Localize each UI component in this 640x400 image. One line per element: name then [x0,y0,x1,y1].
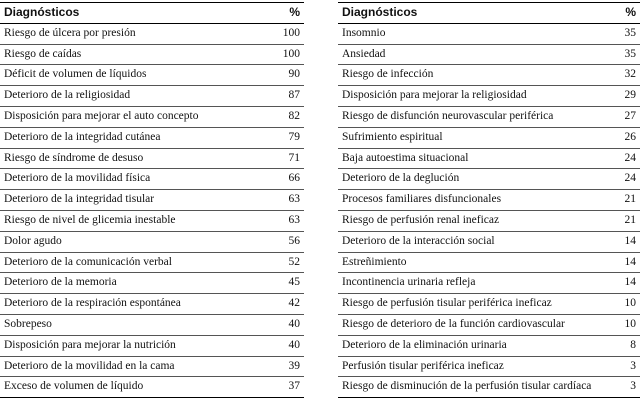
percent-cell: 45 [264,273,304,294]
table-row [338,210,640,231]
table-row [338,190,640,211]
diagnostic-cell: Riesgo de disminución de la perfusión tisular cardíaca [338,377,604,398]
percent-cell: 40 [264,335,304,356]
diagnostic-cell: Baja autoestima situacional [338,148,604,169]
percent-cell: 27 [604,106,640,127]
diagnostic-cell: Déficit de volumen de líquidos [0,65,264,86]
percent-cell: 100 [264,44,304,65]
percent-cell: 66 [264,169,304,190]
table-row [0,65,304,86]
table-row [338,273,640,294]
header-percent: % [264,3,304,24]
diagnostic-cell: Deterioro de la integridad cutánea [0,127,264,148]
percent-cell: 42 [264,294,304,315]
table-row [338,44,640,65]
diagnostic-cell: Incontinencia urinaria refleja [338,273,604,294]
diagnostic-cell: Estreñimiento [338,252,604,273]
diagnostic-cell: Dolor agudo [0,231,264,252]
table-row [0,106,304,127]
percent-cell: 35 [604,23,640,44]
diagnostic-cell: Exceso de volumen de líquido [0,377,264,398]
table-row [338,86,640,107]
diagnostic-cell: Riesgo de síndrome de desuso [0,148,264,169]
diagnostic-cell: Deterioro de la eliminación urinaria [338,335,604,356]
diagnostic-cell: Deterioro de la comunicación verbal [0,252,264,273]
percent-cell: 21 [604,190,640,211]
diagnostic-cell: Deterioro de la interacción social [338,231,604,252]
table-row [0,231,304,252]
table-row [338,377,640,398]
percent-cell: 14 [604,252,640,273]
percent-cell: 39 [264,356,304,377]
table-row [0,210,304,231]
table-row [338,294,640,315]
table-row [0,273,304,294]
table-row [0,23,304,44]
header-diagnostics: Diagnósticos [0,3,264,24]
percent-cell: 52 [264,252,304,273]
table-body [0,23,304,397]
percent-cell: 24 [604,148,640,169]
table-row [0,190,304,211]
header-percent: % [604,3,640,24]
percent-cell: 8 [604,335,640,356]
diagnostic-cell: Disposición para mejorar el auto concepto [0,106,264,127]
table-row [338,314,640,335]
percent-cell: 37 [264,377,304,398]
percent-cell: 82 [264,106,304,127]
table-row [0,148,304,169]
table-row [0,356,304,377]
table-header-row [338,3,640,24]
diagnostic-cell: Sobrepeso [0,314,264,335]
diagnostic-cell: Deterioro de la deglución [338,169,604,190]
table-row [338,231,640,252]
percent-cell: 71 [264,148,304,169]
percent-cell: 21 [604,210,640,231]
diagnostics-table-right [338,2,640,398]
diagnostic-cell: Riesgo de perfusión renal ineficaz [338,210,604,231]
table-row [338,106,640,127]
percent-cell: 63 [264,190,304,211]
diagnostic-cell: Riesgo de infección [338,65,604,86]
diagnostic-cell: Deterioro de la integridad tisular [0,190,264,211]
percent-cell: 32 [604,65,640,86]
table-row [338,335,640,356]
diagnostic-cell: Disposición para mejorar la nutrición [0,335,264,356]
percent-cell: 63 [264,210,304,231]
percent-cell: 3 [604,377,640,398]
diagnostic-cell: Riesgo de úlcera por presión [0,23,264,44]
percent-cell: 56 [264,231,304,252]
percent-cell: 24 [604,169,640,190]
percent-cell: 10 [604,294,640,315]
table-row [0,377,304,398]
percent-cell: 3 [604,356,640,377]
table-row [338,252,640,273]
diagnostic-cell: Riesgo de nivel de glicemia inestable [0,210,264,231]
table-row [0,252,304,273]
table-row [0,335,304,356]
diagnostic-cell: Riesgo de caídas [0,44,264,65]
percent-cell: 87 [264,86,304,107]
table-header-row [0,3,304,24]
table-row [0,294,304,315]
table-row [0,169,304,190]
diagnostic-cell: Procesos familiares disfuncionales [338,190,604,211]
percent-cell: 40 [264,314,304,335]
diagnostic-cell: Deterioro de la memoria [0,273,264,294]
percent-cell: 10 [604,314,640,335]
table-row [338,65,640,86]
table-row [338,148,640,169]
diagnostic-cell: Riesgo de disfunción neurovascular periférica [338,106,604,127]
diagnostic-cell: Perfusión tisular periférica ineficaz [338,356,604,377]
table-row [338,169,640,190]
percent-cell: 14 [604,273,640,294]
diagnostic-cell: Ansiedad [338,44,604,65]
percent-cell: 90 [264,65,304,86]
table-row [0,86,304,107]
percent-cell: 79 [264,127,304,148]
diagnostics-table-left [0,2,304,398]
diagnostic-cell: Deterioro de la movilidad física [0,169,264,190]
diagnostic-cell: Deterioro de la movilidad en la cama [0,356,264,377]
table-row [0,127,304,148]
diagnostic-cell: Insomnio [338,23,604,44]
diagnostic-cell: Deterioro de la religiosidad [0,86,264,107]
percent-cell: 26 [604,127,640,148]
diagnostic-cell: Riesgo de deterioro de la función cardiovascular [338,314,604,335]
table-row [338,127,640,148]
diagnostic-cell: Sufrimiento espiritual [338,127,604,148]
table-row [338,356,640,377]
table-row [338,23,640,44]
percent-cell: 29 [604,86,640,107]
table-body [338,23,640,397]
diagnostic-cell: Deterioro de la respiración espontánea [0,294,264,315]
table-row [0,44,304,65]
header-diagnostics: Diagnósticos [338,3,604,24]
percent-cell: 100 [264,23,304,44]
diagnostic-cell: Disposición para mejorar la religiosidad [338,86,604,107]
percent-cell: 35 [604,44,640,65]
table-row [0,314,304,335]
percent-cell: 14 [604,231,640,252]
diagnostic-cell: Riesgo de perfusión tisular periférica ineficaz [338,294,604,315]
